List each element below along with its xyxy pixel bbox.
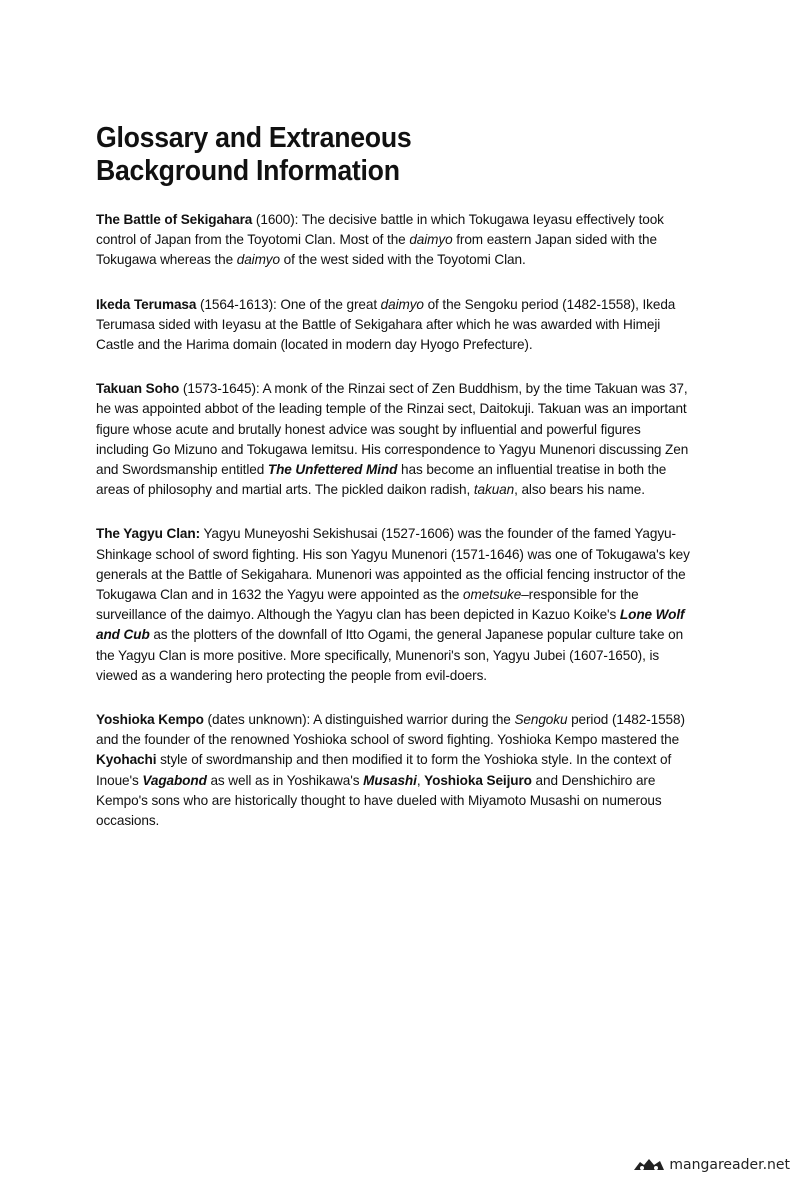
entry-work-title: Vagabond: [142, 772, 207, 788]
page-title: Glossary and Extraneous Background Information: [96, 122, 412, 187]
entry-battle-of-sekigahara: [96, 210, 696, 271]
entry-work-title: Lone Wolf and Cub: [96, 607, 685, 643]
entry-bold: Yoshioka Seijuro: [424, 772, 532, 788]
watermark-text: mangareader.net: [669, 1157, 790, 1173]
entry-term: Yoshioka Kempo: [96, 712, 204, 728]
glossary-page: [96, 122, 696, 855]
entry-text: (1573-1645): A monk of the Rinzai sect of Zen Buddhism, by the time Takuan was 37, he was appointed abbot of the leading temple of the Rinzai sect, Daitokuji. Takuan was an important figure whose acute and brutally honest advice was sought by influential and powerful figures including Go Mizuno and Tokugawa Iemitsu. His correspondence to Yagyu Munenori discussing Zen and Swordsmanship entitled: [96, 381, 689, 478]
entry-text: –responsible for the surveillance of the daimyo. Although the Yagyu clan has been depicted in Kazuo Koike's: [96, 587, 639, 623]
entry-text: of the west sided with the Toyotomi Clan.: [279, 252, 526, 268]
entry-text: (1564-1613): One of the great: [196, 296, 381, 312]
entry-text: , also bears his name.: [514, 482, 645, 498]
entry-term: Ikeda Terumasa: [96, 296, 197, 312]
entry-text: ,: [416, 772, 425, 788]
entry-text: of the Sengoku period (1482-1558), Ikeda Terumasa sided with Ieyasu at the Battle of Sekigahara after which he was awarded with Himeji Castle and the Harima domain (located in modern day Hyogo Prefecture).: [96, 296, 676, 353]
entry-term: The Yagyu Clan:: [96, 526, 201, 542]
entry-text: Yagyu Muneyoshi Sekishusai (1527-1606) was the founder of the famed Yagyu-Shinkage school of sword fighting. His son Yagyu Munenori (1571-1646) was one of Tokugawa's key generals at the Battle of Sekigahara. Munenori was appointed as the official fencing instructor of the Tokugawa Clan and in 1632 the Yagyu were appointed as the: [96, 526, 690, 603]
entry-yoshioka-kempo: [96, 710, 696, 831]
entry-italic: daimyo: [409, 232, 453, 248]
entry-text: from eastern Japan sided with the Tokugawa whereas the: [96, 232, 657, 268]
entry-takuan-soho: [96, 379, 696, 500]
entry-text: has become an influential treatise in both the areas of philosophy and martial arts. The pickled daikon radish,: [96, 462, 667, 498]
entry-bold: Kyohachi: [96, 752, 157, 768]
entry-italic: daimyo: [380, 296, 424, 312]
entry-italic: daimyo: [236, 252, 280, 268]
entry-text: period (1482-1558) and the founder of the renowned Yoshioka school of sword fighting. Yoshioka Kempo mastered the: [96, 712, 685, 748]
entry-text: as the plotters of the downfall of Itto Ogami, the general Japanese popular culture take on the Yagyu Clan is more positive. More specifically, Munenori's son, Yagyu Jubei (1607-1650), is viewed as a wandering hero protecting the people from evil-doers.: [96, 627, 684, 683]
entry-term: Takuan Soho: [96, 381, 180, 397]
entry-yagyu-clan: [96, 524, 696, 686]
entry-ikeda-terumasa: [96, 295, 696, 356]
entry-text: style of swordmanship and then modified it to form the Yoshioka style. In the context of Inoue's: [96, 752, 672, 788]
entry-text: (dates unknown): A distinguished warrior during the: [203, 712, 515, 728]
entry-italic: takuan: [473, 482, 515, 498]
entry-text: (1600): The decisive battle in which Tokugawa Ieyasu effectively took control of Japan from the Toyotomi Clan. Most of the: [96, 212, 664, 248]
entry-text: as well as in Yoshikawa's: [206, 772, 364, 788]
watermark: [632, 1156, 790, 1174]
entry-work-title: Musashi: [363, 772, 417, 788]
entry-text: and Denshichiro are Kempo's sons who are historically thought to have dueled with Miyamoto Musashi on numerous occasions.: [96, 772, 662, 829]
entry-italic: Sengoku: [514, 712, 568, 728]
mascot-logo-icon: [632, 1156, 666, 1174]
entry-work-title: The Unfettered Mind: [267, 462, 398, 478]
entry-term: The Battle of Sekigahara: [96, 212, 253, 227]
entry-italic: ometsuke: [463, 587, 522, 603]
